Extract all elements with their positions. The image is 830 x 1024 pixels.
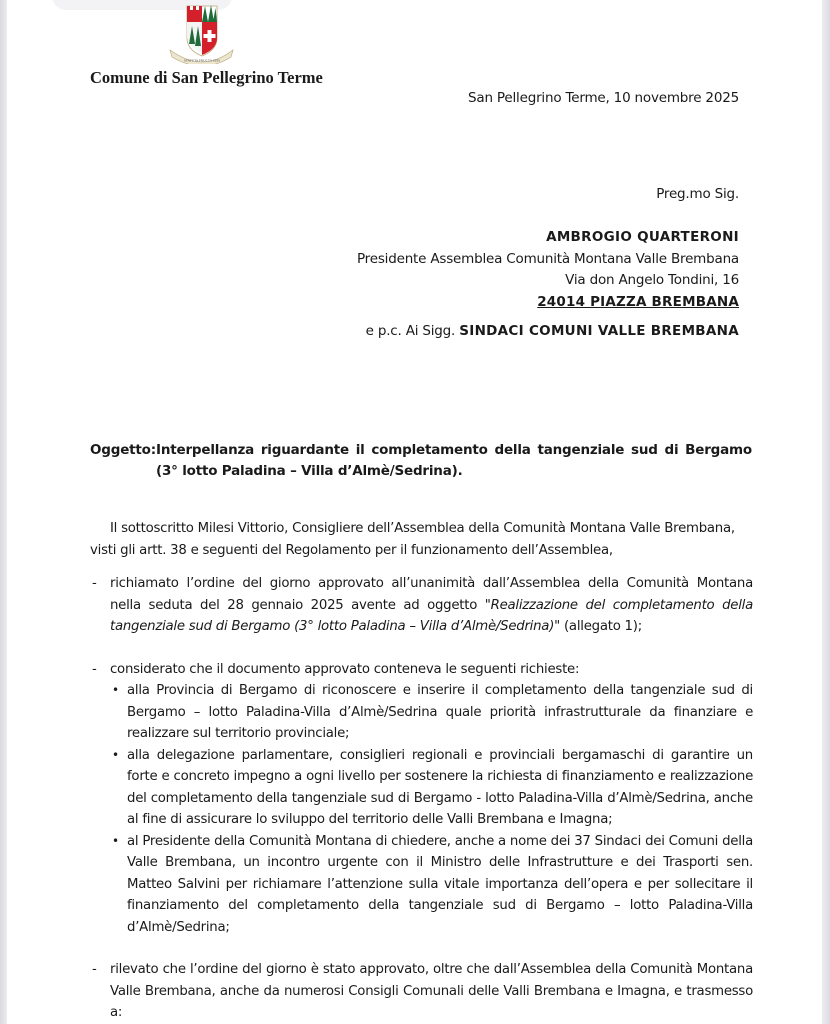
recipient-salutation: Preg.mo Sig. [656, 186, 739, 202]
cc-recipients: SINDACI COMUNI VALLE BREMBANA [459, 323, 739, 339]
dash-marker: - [92, 576, 97, 591]
cc-prefix: e p.c. Ai Sigg. [365, 323, 456, 339]
recipient-address: Via don Angelo Tondini, 16 [565, 272, 739, 288]
recipient-city: 24014 PIAZZA BREMBANA [537, 294, 739, 310]
subject-block [90, 440, 752, 482]
coat-of-arms-icon [167, 2, 235, 64]
viewer-right-edge [822, 0, 830, 1024]
list-item: • alla Provincia di Bergamo di riconoscere e inserire il completamento della tangenziale sud di Bergamo – lotto Paladina-Villa d’Almè/Sedrina quale priorità infrastrutturale da finanziare e realizzare sul territorio provinciale; [127, 680, 753, 745]
list-item-richiamato: - richiamato l’ordine del giorno approvato all’unanimità dall’Assemblea della Comunità Montana nella seduta del 28 gennaio 2025 avente ad oggetto "Realizzazione del completamento della tangenziale sud di Bergamo (3° lotto Paladina – Villa d’Almè/Sedrina)" (allegato 1); [90, 573, 753, 638]
letter-body [90, 518, 753, 1024]
subject-label: Oggetto: [90, 442, 156, 458]
quoted-title: "Realizzazione del completamento della tangenziale sud di Bergamo (3° lotto Paladina – Villa d’Almè/Sedrina)" [110, 597, 753, 634]
cc-line [366, 323, 739, 339]
dash-marker: - [92, 661, 97, 677]
list-item: • al Presidente della Comunità Montana di chiedere, anche a nome dei 37 Sindaci dei Comuni della Valle Brembana, un incontro urgente con il Ministro delle Infrastrutture e dei Trasporti sen. Matteo Salvini per richiamare l’attenzione sulla vitale importanza dell’opera e per sollecitare il finanziamento del completamento della tangenziale sud di Bergamo – lotto Paladina-Villa d’Almè/Sedrina; [127, 831, 753, 939]
subject-text: Interpellanza riguardante il completamento della tangenziale sud di Bergamo (3° lotto Paladina – Villa d’Almè/Sedrina). [156, 442, 752, 479]
bullet-marker: • [112, 683, 119, 697]
bullet-marker: • [112, 747, 119, 762]
svg-text:STATUTA FRUCTA SUIS: STATUTA FRUCTA SUIS [183, 58, 221, 63]
list-item: • alla delegazione parlamentare, consiglieri regionali e provinciali bergamaschi di garantire un forte e concreto impegno a ogni livello per sostenere la richiesta di finanziamento e realizzazione del completamento della tangenziale sud di Bergamo - lotto Paladina-Villa d’Almè/Sedrina, anche al fine di assicurare lo sviluppo del territorio delle Valli Brembana e Imagna; [127, 745, 753, 831]
document-page [7, 0, 822, 1024]
date-line: San Pellegrino Terme, 10 novembre 2025 [468, 90, 739, 106]
organization-name: Comune di San Pellegrino Terme [90, 68, 323, 87]
recipient-role: Presidente Assemblea Comunità Montana Valle Brembana [356, 251, 739, 267]
intro-paragraph: Il sottoscritto Milesi Vittorio, Consigliere dell’Assemblea della Comunità Montana Valle Brembana, visti gli artt. 38 e seguenti del Regolamento per il funzionamento dell’Assemblea, [90, 521, 735, 558]
requests-list [90, 680, 753, 938]
list-item-rilevato: - rilevato che l’ordine del giorno è stato approvato, oltre che dall’Assemblea della Comunità Montana Valle Brembana, anche da numerosi Consigli Comunali delle Valli Brembana e Imagna, e trasmesso a: [90, 959, 753, 1024]
dash-marker: - [92, 962, 97, 977]
viewer-left-edge [0, 0, 7, 1024]
bullet-marker: • [112, 833, 119, 848]
list-item-considerato: - considerato che il documento approvato conteneva le seguenti richieste: [90, 659, 753, 681]
recipient-name: AMBROGIO QUARTERONI [546, 229, 739, 245]
